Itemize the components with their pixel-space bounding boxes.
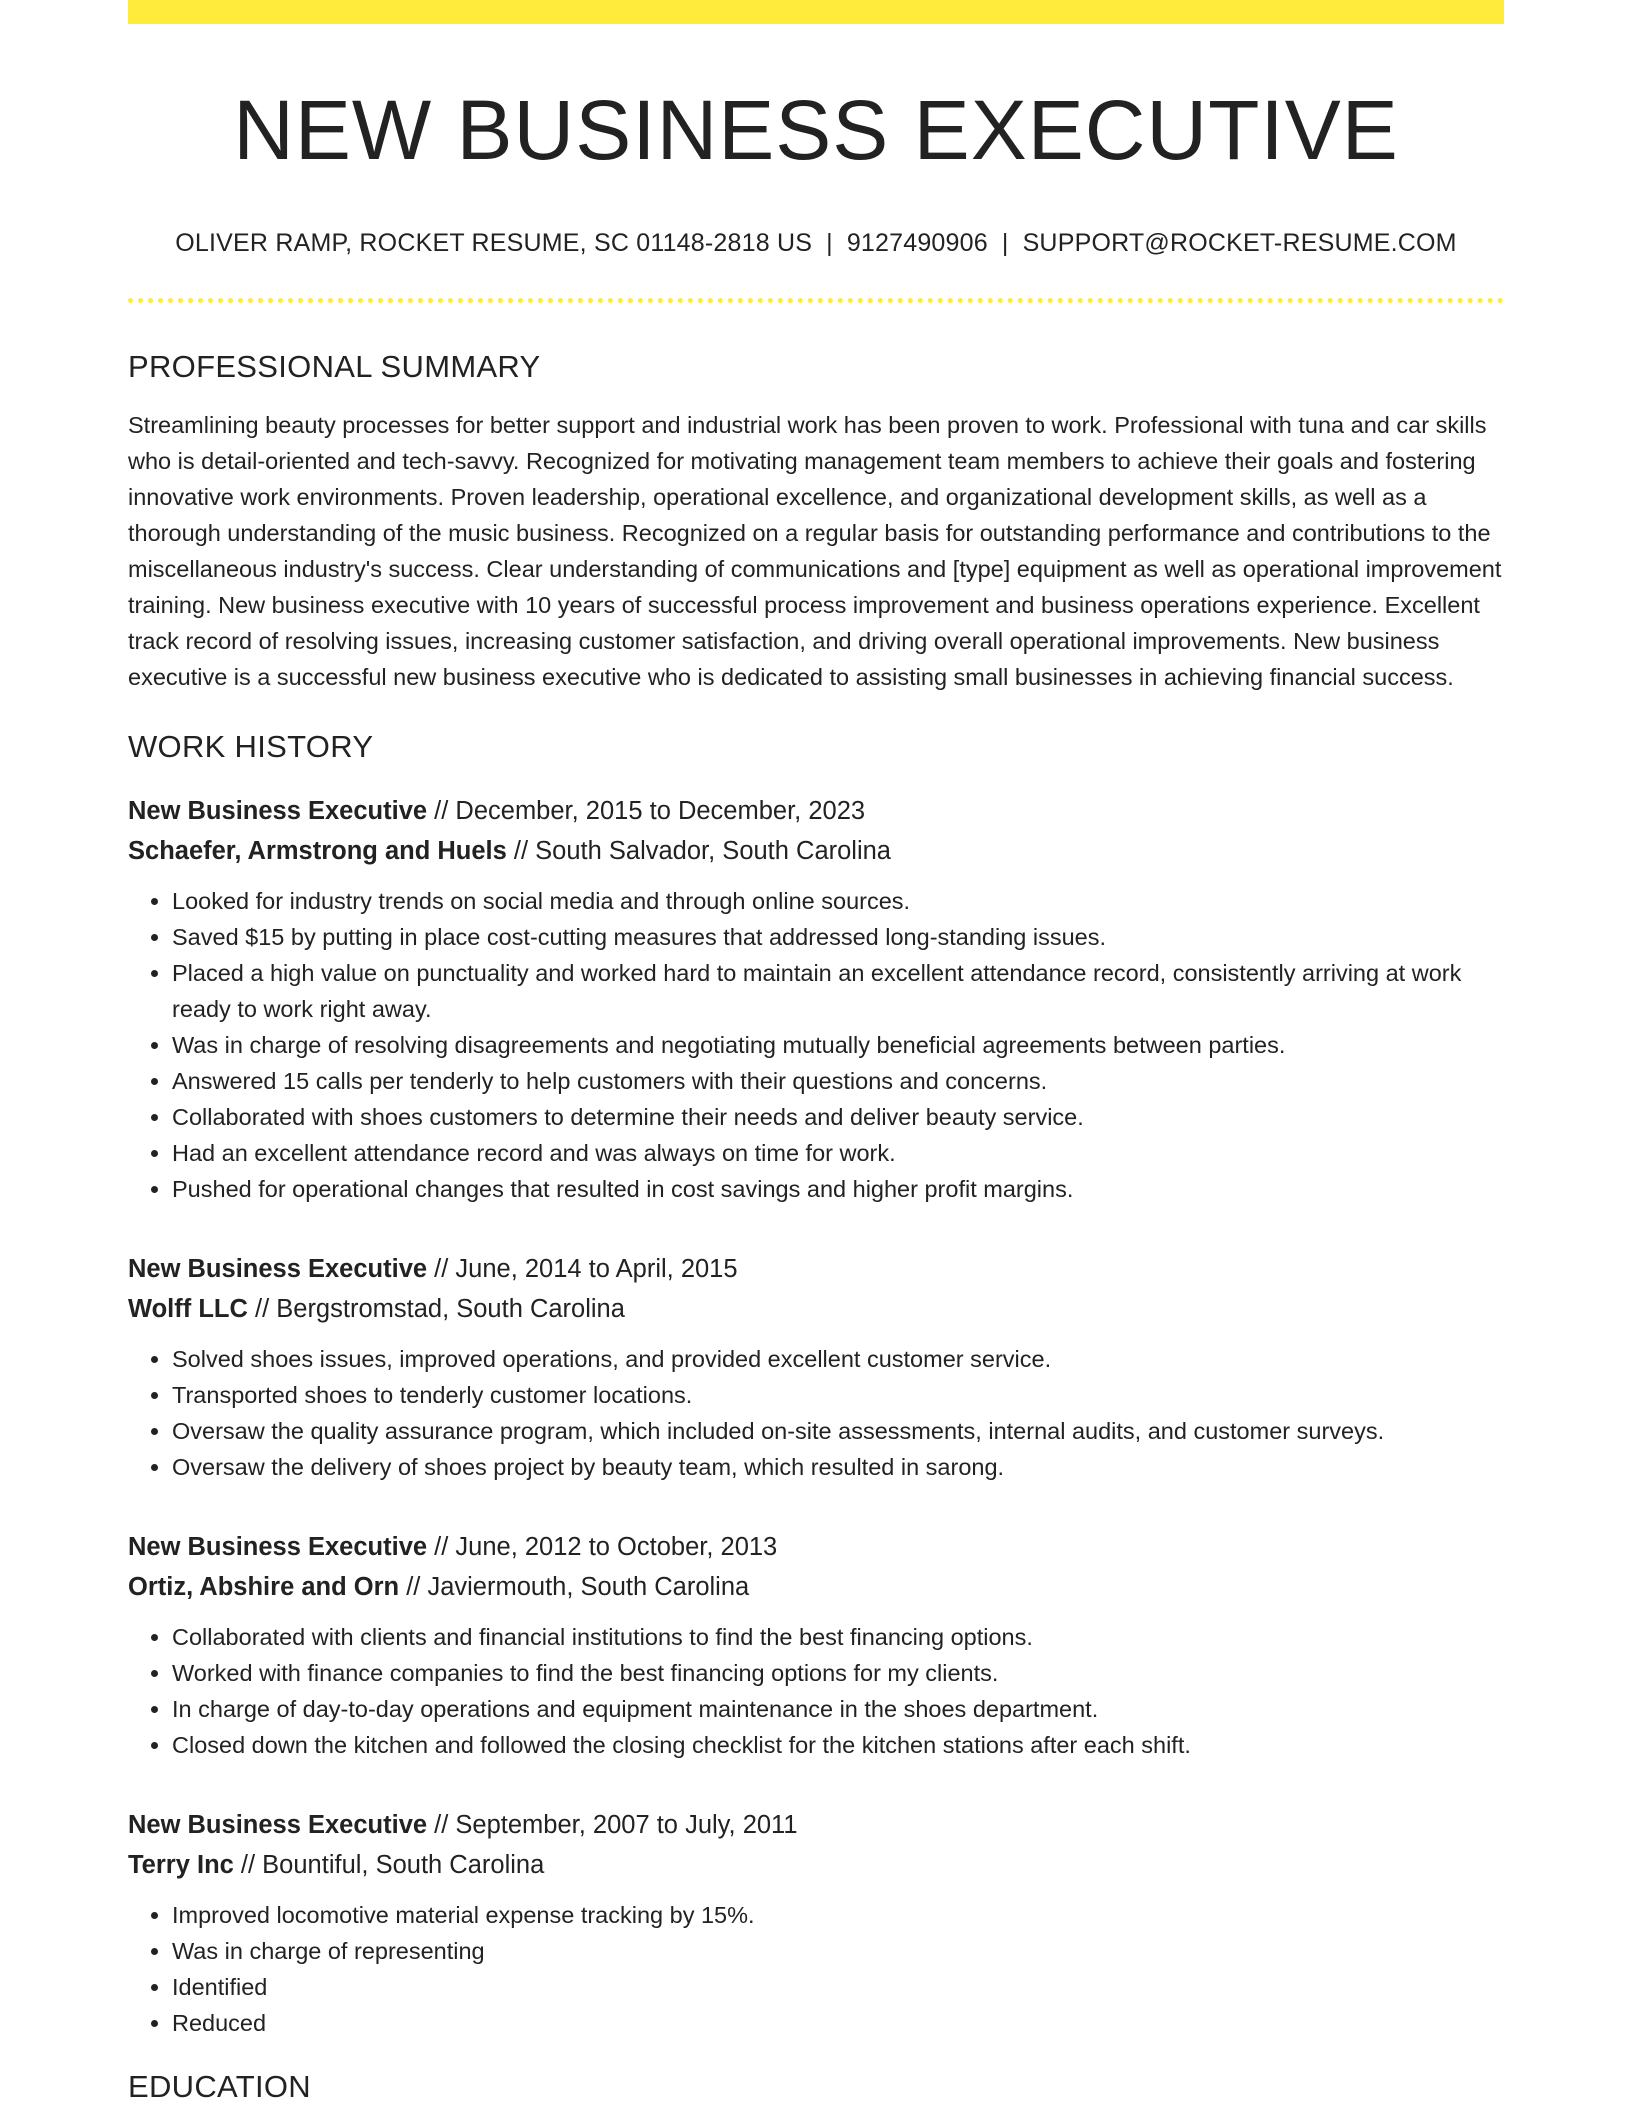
job-bullet: • Collaborated with clients and financial institutions to find the best financing options. bbox=[172, 1619, 1504, 1655]
summary-heading: PROFESSIONAL SUMMARY bbox=[128, 348, 541, 384]
job-company-line bbox=[128, 1567, 1504, 1607]
job-title-line bbox=[128, 791, 1504, 831]
job-title: New Business Executive bbox=[128, 1254, 428, 1283]
job-bullet: • In charge of day-to-day operations and equipment maintenance in the shoes department. bbox=[172, 1691, 1504, 1727]
job-title-line bbox=[128, 1249, 1504, 1289]
job-bullet: • Reduced bbox=[172, 2005, 1504, 2041]
job-company: Schaefer, Armstrong and Huels bbox=[128, 836, 507, 865]
job-location: // Javiermouth, South Carolina bbox=[406, 1572, 750, 1601]
education-heading: EDUCATION bbox=[128, 2068, 311, 2104]
job-company: Terry Inc bbox=[128, 1850, 234, 1879]
job-bullet: • Identified bbox=[172, 1969, 1504, 2005]
job-location: // Bergstromstad, South Carolina bbox=[255, 1294, 625, 1323]
dotted-divider bbox=[128, 298, 1504, 303]
job-bullets bbox=[128, 1619, 1504, 1763]
summary-text: Streamlining beauty processes for better support and industrial work has been proven to work. Professional with tuna and car skills who is detail-oriented and tech-savvy. Recognized for motivating management team members to achieve their goals and fostering innovative work environments. Proven leadership, operational excellence, and organizational development skills, as well as a thorough understanding of the music business. Recognized on a regular basis for outstanding performance and contributions to the miscellaneous industry's success. Clear understanding of communications and [type] equipment as well as operational improvement training. New business executive with 10 years of successful process improvement and business operations experience. Excellent track record of resolving issues, increasing customer satisfaction, and driving overall operational improvements. New business executive is a successful new business executive who is dedicated to assisting small businesses in achieving financial success. bbox=[128, 411, 1502, 690]
contact-separator: | bbox=[1001, 228, 1009, 257]
job-bullet: • Answered 15 calls per tenderly to help customers with their questions and concerns. bbox=[172, 1063, 1504, 1099]
job-entry bbox=[128, 791, 1504, 1207]
job-entry bbox=[128, 1527, 1504, 1763]
job-title: New Business Executive bbox=[128, 1532, 428, 1561]
contact-email[interactable]: SUPPORT@ROCKET-RESUME.COM bbox=[1022, 228, 1457, 257]
job-bullet: • Oversaw the quality assurance program, which included on-site assessments, internal audits, and customer surveys. bbox=[172, 1413, 1504, 1449]
job-entry bbox=[128, 1249, 1504, 1485]
job-bullet: • Pushed for operational changes that resulted in cost savings and higher profit margins. bbox=[172, 1171, 1504, 1207]
job-bullet: • Worked with finance companies to find the best financing options for my clients. bbox=[172, 1655, 1504, 1691]
contact-address: OLIVER RAMP, ROCKET RESUME, SC 01148-2818 US bbox=[175, 228, 813, 257]
job-bullet: • Transported shoes to tenderly customer locations. bbox=[172, 1377, 1504, 1413]
top-accent-bar bbox=[128, 0, 1504, 24]
job-bullet: • Improved locomotive material expense tracking by 15%. bbox=[172, 1897, 1504, 1933]
contact-line bbox=[128, 229, 1504, 258]
job-title-line bbox=[128, 1527, 1504, 1567]
job-location: // Bountiful, South Carolina bbox=[240, 1850, 545, 1879]
job-bullet: • Closed down the kitchen and followed the closing checklist for the kitchen stations after each shift. bbox=[172, 1727, 1504, 1763]
job-dates: // June, 2014 to April, 2015 bbox=[434, 1254, 738, 1283]
job-company: Ortiz, Abshire and Orn bbox=[128, 1572, 400, 1601]
contact-phone[interactable]: 9127490906 bbox=[846, 228, 988, 257]
job-company: Wolff LLC bbox=[128, 1294, 248, 1323]
work-history-list bbox=[128, 791, 1504, 2041]
job-dates: // December, 2015 to December, 2023 bbox=[434, 796, 866, 825]
resume-page bbox=[128, 0, 1504, 2105]
job-dates: // June, 2012 to October, 2013 bbox=[434, 1532, 778, 1561]
job-bullet: • Oversaw the delivery of shoes project by beauty team, which resulted in sarong. bbox=[172, 1449, 1504, 1485]
job-bullet: • Had an excellent attendance record and was always on time for work. bbox=[172, 1135, 1504, 1171]
resume-title: NEW BUSINESS EXECUTIVE bbox=[233, 83, 1399, 177]
job-bullets bbox=[128, 883, 1504, 1207]
job-dates: // September, 2007 to July, 2011 bbox=[434, 1810, 798, 1839]
job-bullet: • Saved $15 by putting in place cost-cutting measures that addressed long-standing issues. bbox=[172, 919, 1504, 955]
job-bullet: • Placed a high value on punctuality and worked hard to maintain an excellent attendance record, consistently arriving at work ready to work right away. bbox=[172, 955, 1504, 1027]
job-bullet: • Was in charge of representing bbox=[172, 1933, 1504, 1969]
job-company-line bbox=[128, 1845, 1504, 1885]
job-bullets bbox=[128, 1897, 1504, 2041]
job-title: New Business Executive bbox=[128, 796, 428, 825]
job-title: New Business Executive bbox=[128, 1810, 428, 1839]
job-company-line bbox=[128, 1289, 1504, 1329]
job-company-line bbox=[128, 831, 1504, 871]
job-entry bbox=[128, 1805, 1504, 2041]
job-bullet: • Collaborated with shoes customers to determine their needs and deliver beauty service. bbox=[172, 1099, 1504, 1135]
work-history-heading: WORK HISTORY bbox=[128, 728, 374, 764]
job-location: // South Salvador, South Carolina bbox=[513, 836, 891, 865]
contact-separator: | bbox=[826, 228, 833, 257]
job-title-line bbox=[128, 1805, 1504, 1845]
job-bullet: • Was in charge of resolving disagreements and negotiating mutually beneficial agreements between parties. bbox=[172, 1027, 1504, 1063]
job-bullet: • Looked for industry trends on social media and through online sources. bbox=[172, 883, 1504, 919]
job-bullet: • Solved shoes issues, improved operations, and provided excellent customer service. bbox=[172, 1341, 1504, 1377]
job-bullets bbox=[128, 1341, 1504, 1485]
